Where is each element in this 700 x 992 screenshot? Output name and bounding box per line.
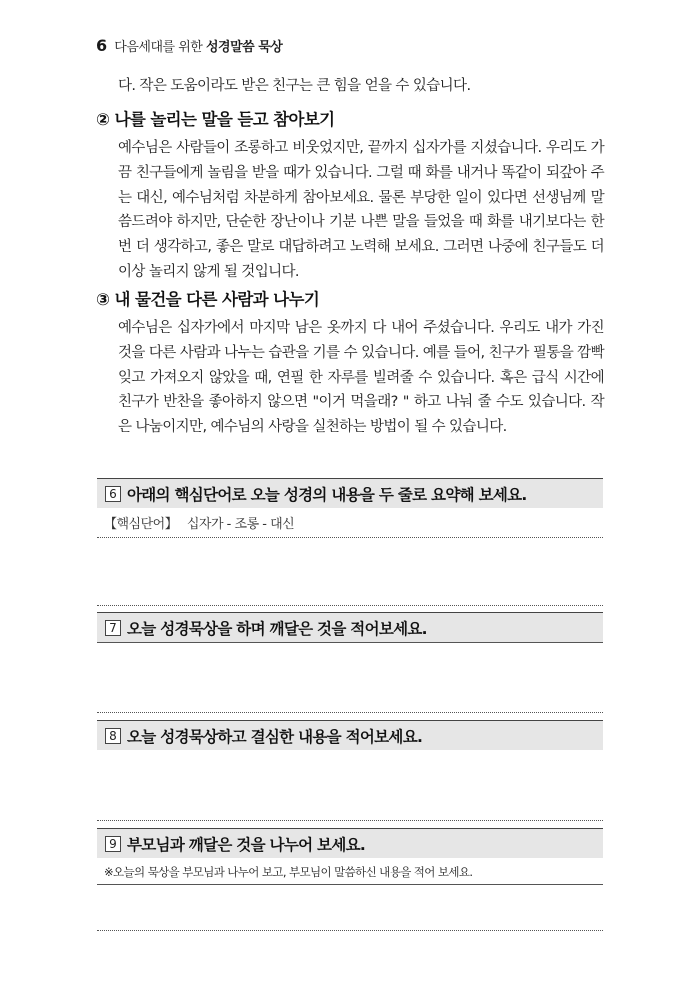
answer-line[interactable] [97, 537, 603, 538]
question-8-bar [97, 720, 603, 750]
section-body-3: 예수님은 십자가에서 마지막 남은 옷까지 다 내어 주셨습니다. 우리도 내가 가진 것을 다른 사람과 나누는 습관을 기를 수 있습니다. 예를 들어, 친구가 필통을 깜빡 잊고 가져오지 않았을 때, 연필 한 자루를 빌려줄 수 있습니다. 혹은 급식 시간에 친구가 반찬을 좋아하지 않으면 "이거 먹을래? " 하고 나눠 줄 수도 있습니다. 작은 나눔이지만, 예수님의 사랑을 실천하는 방법이 될 수 있습니다. [118, 320, 604, 436]
question-7-number: 7 [105, 620, 121, 636]
question-7-bar [97, 612, 603, 642]
answer-line[interactable] [97, 930, 603, 931]
keywords-label: 【핵심단어】 [104, 517, 178, 532]
header-subtitle: 다음세대를 위한 [114, 40, 203, 55]
question-6-number: 6 [105, 486, 121, 502]
question-6-bar [97, 478, 603, 508]
section-heading-2: ② 나를 놀리는 말을 듣고 참아보기 [96, 110, 335, 129]
section-heading-3: ③ 내 물건을 다른 사람과 나누기 [96, 290, 320, 309]
keywords-row [104, 513, 294, 532]
divider [97, 642, 603, 643]
section-body-2: 예수님은 사람들이 조롱하고 비웃었지만, 끝까지 십자가를 지셨습니다. 우리도 가끔 친구들에게 놀림을 받을 때가 있습니다. 그럴 때 화를 내거나 똑같이 되갚아 주는 대신, 예수님처럼 차분하게 참아보세요. 물론 부당한 일이 있다면 선생님께 말씀드려야 하지만, 단순한 장난이나 기분 나쁜 말을 들었을 때 화를 내기보다는 한 번 더 생각하고, 좋은 말로 대답하려고 노력해 보세요. 그러면 나중에 친구들도 더 이상 놀리지 않게 될 것입니다. [118, 140, 604, 280]
intro-line: 다. 작은 도움이라도 받은 친구는 큰 힘을 얻을 수 있습니다. [118, 78, 471, 94]
question-8-text: 오늘 성경묵상하고 결심한 내용을 적어보세요. [127, 727, 423, 746]
question-8-number: 8 [105, 728, 121, 744]
answer-line[interactable] [97, 605, 603, 606]
page-number: 6 [96, 36, 107, 55]
page-header [96, 36, 282, 55]
question-7-text: 오늘 성경묵상을 하며 깨달은 것을 적어보세요. [127, 619, 427, 638]
question-9-note: ※오늘의 묵상을 부모님과 나누어 보고, 부모님이 말씀하신 내용을 적어 보세요. [104, 865, 473, 879]
header-title: 성경말씀 묵상 [205, 40, 283, 55]
question-9-bar [97, 828, 603, 858]
question-9-number: 9 [105, 836, 121, 852]
keywords-values: 십자가 - 조롱 - 대신 [186, 517, 295, 532]
divider [97, 884, 603, 885]
answer-line[interactable] [97, 820, 603, 821]
answer-line[interactable] [97, 712, 603, 713]
question-9-text: 부모님과 깨달은 것을 나누어 보세요. [127, 835, 366, 854]
question-6-text: 아래의 핵심단어로 오늘 성경의 내용을 두 줄로 요약해 보세요. [127, 485, 527, 504]
